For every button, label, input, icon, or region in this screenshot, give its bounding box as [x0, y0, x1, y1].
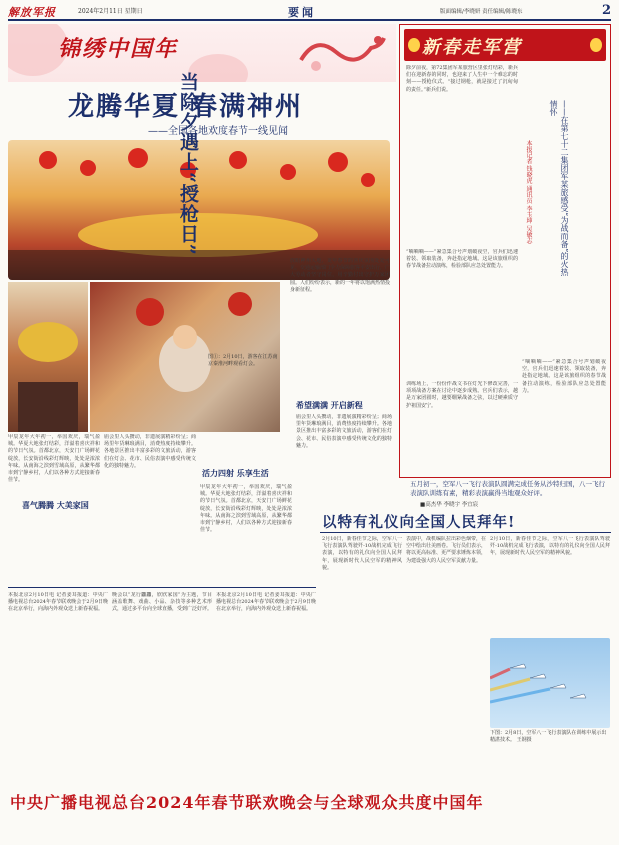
masthead: [8, 4, 611, 18]
lower-right-column: 2月10日，新春佳节之际，空军八一飞行表演队驾驶歼-10战机完成飞行表演，以特有的礼仪向全国人民拜年，展现新时代人民空军的精神风貌。: [490, 536, 610, 557]
aerobatic-team-photo: [490, 638, 610, 728]
military-story-box: [399, 24, 611, 478]
editors-credit: 版面编辑/李晓妍 责任编辑/陈晓东: [440, 9, 523, 15]
feature-column: 甲辰龙年大年初一，举国欢庆，瑞气盈城。华夏大地张灯结彩，洋溢着喜庆祥和的节日气氛。首都北京，天安门广场鲜花绽放，长安街沿线彩灯辉映，处处是浓浓年味。从南海之滨到雪域高原，从繁华都市到宁静乡村，人们以各种方式迎接新春佳节。: [8, 434, 100, 484]
box-banner: [404, 29, 606, 61]
bottom-left-column: 本报北京2月10日电 记者姜耳报道：中央广播电视总台2024年春节联欢晚会于2月9日晚在北京举行，向海内外观众送上新春祝福。: [216, 592, 316, 613]
feature-section-head: 喜气腾腾 大美家国: [22, 500, 89, 510]
lower-right-byline: ■高杰华 李晓宇 李宜宸: [420, 502, 479, 508]
feature-column: 庙会里人头攒动，非遗展演精彩纷呈；商场里年货琳琅满目，消费热度持续攀升。各地景区推出丰富多彩的文旅活动，游客们在灯会、花市、民俗表演中感受传统文化的独特魅力。: [104, 434, 196, 469]
feature-headline: 龙腾华夏 春满神州: [68, 92, 304, 122]
box-byline: 本报记者 钱晓虎 通讯员 李玉坤 吴敏志: [525, 140, 532, 244]
feature-section-head: 活力四射 乐享生活: [202, 468, 269, 478]
bottom-left-column: 晚会以“龙行龘龘，欣欣家国”为主题，节目涵盖歌舞、戏曲、小品、杂技等多种艺术形式，通过多平台向全球直播，受到广泛好评。: [112, 592, 212, 613]
box-subhead: ——在第七十二集团军某旅感受“为战而备”的火热情怀: [549, 100, 569, 277]
lantern-icon: [590, 38, 602, 52]
lower-right-column: 表演中，战机编队拉出彩色烟带，在空中绘出壮美画卷。飞行员们表示，将以更高标准、更严要求锤炼本领，为建设强大的人民空军贡献力量。: [406, 536, 486, 564]
dragon-dance-image: [8, 282, 88, 432]
dragon-dance-photo: [8, 282, 88, 432]
photo-caption: 图①：2月10日，游客在江苏南京秦淮河畔观看灯会。: [208, 354, 278, 367]
section-title: 要闻: [288, 6, 316, 19]
box-column: “嘀嘀嘀——”紧急集合号声划破夜空，官兵们迅速着装、领取装备，奔赴指定地域。这是该旅组织的春节战备拉动演练，检验部队应急处置能力。: [406, 249, 518, 270]
bottom-left-column: 本报北京2月10日电 记者姜耳报道：中央广播电视总台2024年春节联欢晚会于2月9日晚在北京举行，向海内外观众送上新春祝福。: [8, 592, 108, 613]
page-number: 2: [601, 3, 611, 18]
newspaper-logo: 解放军报: [8, 6, 56, 19]
feature-banner: [8, 24, 396, 82]
photo-caption: 下图：2月8日，空军八一飞行表演队在训练中展示出精湛技术。 王钢摄: [490, 730, 607, 743]
lower-right-kicker: 五月初一，空军八一飞行表演队圆满完成任务从沙特归国，八一飞行表演队训练有素，精彩表演赢得当地观众好评。: [410, 480, 605, 497]
box-banner-title: 新春走军营: [422, 37, 522, 58]
divider: [8, 587, 316, 588]
lower-right-headline: 以特有礼仪向全国人民拜年!: [322, 514, 516, 531]
feature-column: 放眼神州大地，龙年春节的喜庆氛围处处可见。交通运输部门全力保障旅客平安出行，广大劳动者坚守岗位，用辛勤付出守护万家团圆。人们纷纷表示，新的一年将以饱满热情投身新征程。: [290, 258, 390, 293]
bottom-left-headline: 中央广播电视总台2024年春节联欢晚会与全球观众共度中国年: [10, 793, 484, 812]
divider: [320, 532, 611, 533]
feature-subhead: ——全国各地欢度春节一线见闻: [148, 126, 288, 137]
dragon-icon: [296, 30, 386, 74]
box-headline: 当除夕遇上“授枪日”: [177, 72, 199, 256]
box-column: 训练场上，一份份作战文书在灯光下修改完善，一项项战备方案在讨论中逐步成熟。官兵们表示，越是万家团圆时，越要绷紧战备之弦，以过硬素质守护祖国安宁。: [406, 381, 518, 409]
feature-column: 庙会里人头攒动，非遗展演精彩纷呈；商场里年货琳琅满目，消费热度持续攀升。各地景区推出丰富多彩的文旅活动，游客们在灯会、花市、民俗表演中感受传统文化的独特魅力。: [296, 414, 392, 449]
box-column: “嘀嘀嘀——”紧急集合号声划破夜空，官兵们迅速着装、领取装备，奔赴指定地域。这是该旅组织的春节战备拉动演练，检验部队应急处置能力。: [522, 359, 606, 394]
lantern-icon: [408, 38, 420, 52]
jet-formation-image: [490, 638, 610, 728]
masthead-rule: [8, 19, 611, 21]
feature-banner-title: 锦绣中国年: [58, 36, 179, 62]
feature-section-head: 希望满满 开启新程: [296, 400, 363, 410]
issue-date: 2024年2月11日 星期日: [78, 8, 143, 15]
lower-right-column: 2月10日，新春佳节之际，空军八一飞行表演队驾驶歼-10战机完成飞行表演，以特有的礼仪向全国人民拜年，展现新时代人民空军的精神风貌。: [322, 536, 402, 571]
feature-column: 甲辰龙年大年初一，举国欢庆，瑞气盈城。华夏大地张灯结彩，洋溢着喜庆祥和的节日气氛。首都北京，天安门广场鲜花绽放，长安街沿线彩灯辉映，处处是浓浓年味。从南海之滨到雪域高原，从繁华都市到宁静乡村，人们以各种方式迎接新春佳节。: [200, 484, 292, 534]
box-column: 除夕前夜，第72集团军某旅营区里张灯结彩，新兵们在迎新春的同时，也迎来了人生中一个难忘的时刻——授枪仪式。“接过钢枪，就是接过了沉甸甸的责任。”新兵们说。: [406, 65, 518, 93]
